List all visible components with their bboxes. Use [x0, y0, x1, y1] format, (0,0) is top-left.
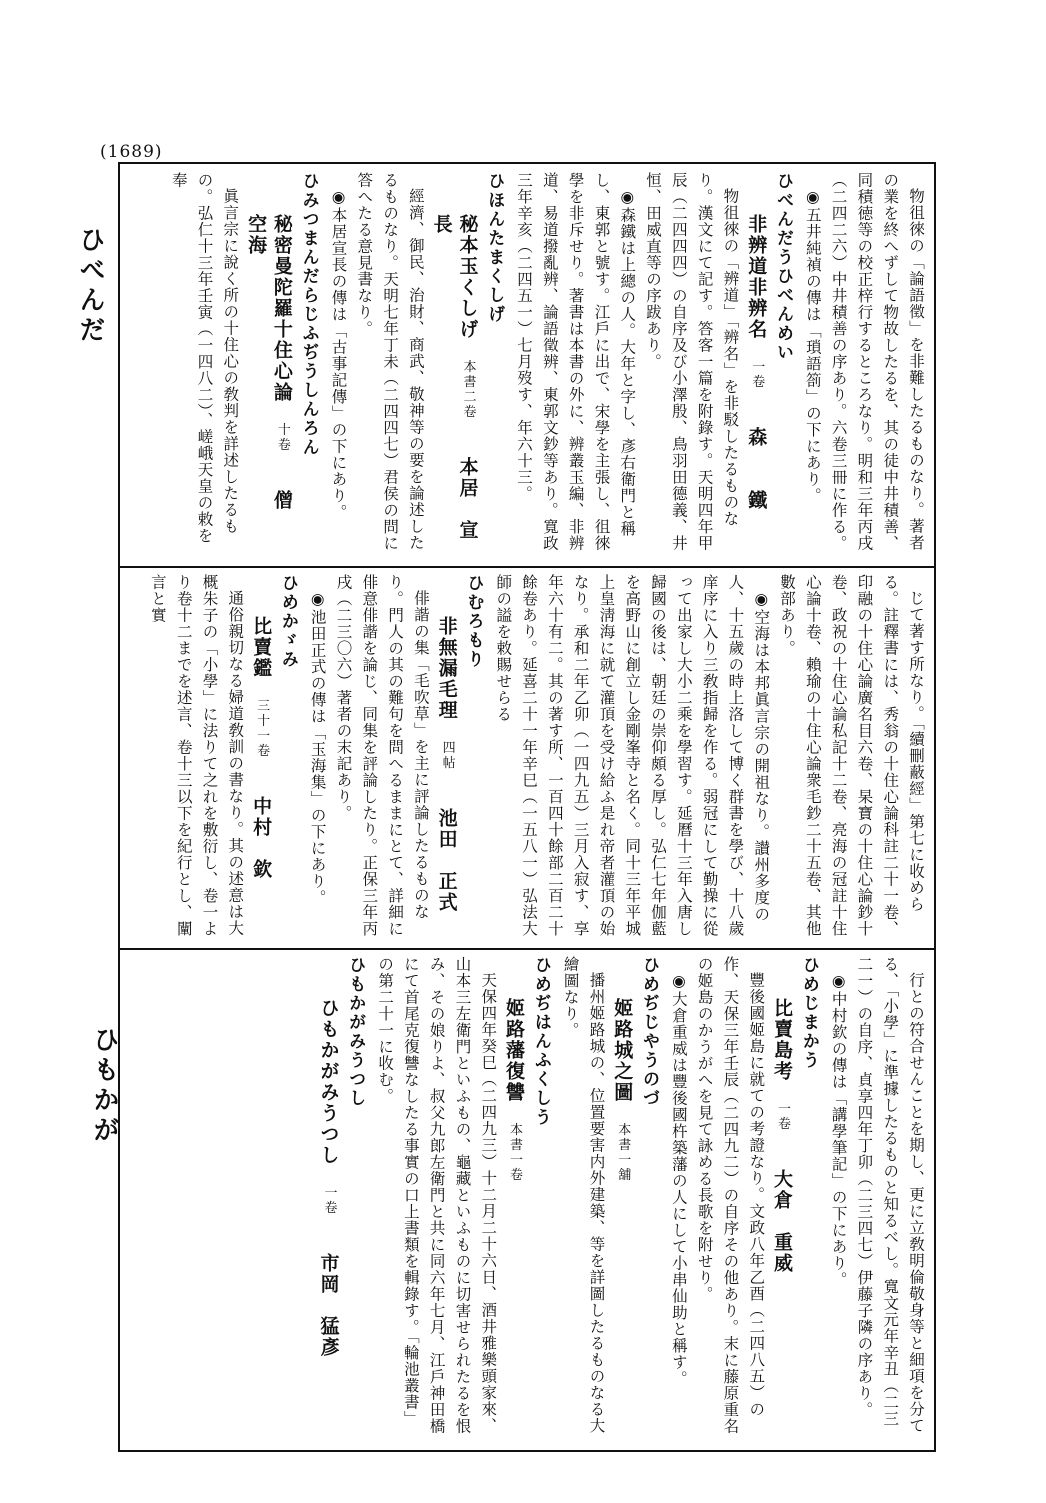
- dictionary-entry: [557, 956, 661, 1442]
- entry-author: 池田 正式: [435, 808, 458, 914]
- entry-heading: [315, 956, 342, 1442]
- entry-reading: ひもかがみうつし: [345, 956, 366, 1108]
- margin-label-lower: ひもかが: [89, 1026, 119, 1146]
- entry-heading: [428, 172, 481, 558]
- entry-note: ◉本居宣長の傳は「古事記傳」の下にあり。: [329, 187, 348, 520]
- entry-description: じて著す所なり。「續刪蔽經」第七に收めらる。註釋書には、秀翁の十住心論科註二十一卷、印融の十住心論廣名目六卷、杲寶の十住心論鈔十卷、政祝の十住心論私記十二卷、亮海の冠註十住心論十卷、賴瑜の十住心論衆毛鈔二十五卷、其他數部あり。: [778, 574, 925, 937]
- tier-column: [126, 172, 928, 558]
- entry-heading: [247, 574, 274, 940]
- entry-title: 姬路藩復讐: [503, 997, 526, 1103]
- entry-title: 姬路城之圖: [611, 997, 634, 1103]
- entry-author: 市岡 猛彥: [317, 1253, 340, 1359]
- entry-continuation: [489, 574, 928, 940]
- entry-description: 播州姬路城の、位置要害内外建築、等を詳圖したるものなる大繪圖なり。: [561, 956, 606, 1434]
- entry-note: ◉池田正式の傳は「玉海集」の下にあり。: [308, 589, 327, 906]
- entry-description: 行との符合せんことを期し、更に立敎明倫敬身等と細項を分てる、「小學」に準據したるものと知るべし。寬文元年辛丑（二三二一）の自序、貞享四年丁卯（二三四七）伊藤子隣の序あり。: [855, 956, 925, 1434]
- entry-title: 非辨道非辨名: [745, 213, 768, 340]
- dictionary-entry: [665, 956, 821, 1442]
- entry-volumes: 本書一卷: [507, 1122, 523, 1183]
- dictionary-entry: [315, 956, 368, 1442]
- entry-description: 通俗親切なる婦道敎訓の書なり。其の述意は大概朱子の「小學」に法りて之れを敷衍し、卷一より卷十二までを述言、卷十三以下を紀行とし、闡言と實: [148, 574, 245, 937]
- entry-note: ◉森鐵は上總の人。大年と字し、彥右衛門と稱し、東郭と號す。江戶に出で、宋學を主張し、徂徠學を非斥せり。著書は本書の外に、辨叢玉編、非辨道、易道撥亂辨、論語徵辨、東郭文鈔等あり。寬政三年辛亥（二四五一）七月歿す、年六十三。: [515, 172, 637, 552]
- entry-reading: ひみつまんだらじふぢうしんろん: [298, 172, 319, 457]
- entry-reading: ひべんだうひべんめい: [773, 172, 794, 362]
- entry-note: ◉大倉重威は豐後國杵築藩の人にして小串仙助と稱す。: [669, 971, 688, 1387]
- entry-description: 天保四年癸巳（二四九三）十二月二十六日、酒井雅樂頭家來、山本三左衛門といふもの、龜藏といふものに切害せられたるを恨み、その娘りよ、叔父九郎左衛門と共に同六年七月、江戶神田橋にて首尾克復讐なしたる事實の口上書類を輯錄す。「輪池叢書」の第二十一に收む。: [376, 956, 498, 1435]
- dictionary-entry: [325, 172, 507, 558]
- dictionary-entry: [144, 574, 300, 940]
- margin-label-upper: ひべんだ: [75, 226, 105, 346]
- entry-title: 比賣島考: [771, 997, 794, 1082]
- entry-title: 秘密曼陀羅十住心論: [270, 213, 293, 403]
- tier-upper: [120, 164, 934, 568]
- entry-note: ◉中村欽の傳は「講學筆記」の下にあり。: [829, 971, 848, 1288]
- tier-column: [126, 574, 928, 940]
- entry-note: ◉空海は本邦眞言宗の開祖なり。讃州多度の人、十五歲の時上洛して博く群書を學び、十八歲庠序に入り三敎指歸を作る。弱冠にして勤操に從って出家し大小二乘を學習す。延曆十三年入唐し歸國の後は、朝廷の崇仰頗る厚し。弘仁七年伽藍を高野山に創立し金剛峯寺と名く。同十三年平城上皇淸海に就て灌頂を受け給ふ是れ帝者灌頂の始なり。承和二年乙卯（一四九五）三月入寂す、享年六十有二。其の著す所、一百四十餘部二百二十餘卷あり。延喜二十一年辛巳（一五八一）弘法大師の謚を敕賜せらる: [494, 574, 771, 937]
- page-number: (1689): [100, 142, 163, 162]
- entry-reading: ひめぢはんふくしう: [530, 956, 551, 1127]
- entry-author: 中村 欽: [250, 796, 273, 881]
- entry-description: 俳諧の集「毛吹草」を主に評論したるものなり。門人の其の難句を問へるままにとて、詳細に俳意俳諧を論じ、同集を評論したり。正保三年丙戌（二三〇六）著者の末記あり。: [334, 574, 430, 937]
- entry-volumes: 本書一舖: [615, 1122, 631, 1183]
- entry-title: 比賣鑑: [250, 615, 273, 679]
- entry-author: 森 鐵: [745, 427, 768, 512]
- entry-author: 僧 空海: [245, 213, 293, 554]
- entry-reading: ひほんたまくしげ: [484, 172, 505, 324]
- entry-heading: [608, 956, 635, 1442]
- entry-heading: [242, 172, 295, 558]
- tier-column: [126, 956, 928, 1442]
- entry-heading: [768, 956, 795, 1442]
- tier-middle: [120, 566, 934, 950]
- entry-continuation: [825, 956, 928, 1442]
- entry-description: 眞言宗に說く所の十住心の敎判を詳述したるもの。弘仁十三年壬寅（一四八二）、嵯峨天皇の敕を奉: [169, 172, 240, 544]
- entry-volumes: 四帖: [439, 740, 455, 771]
- dictionary-entry: [304, 574, 486, 940]
- entry-heading: [500, 956, 527, 1442]
- entry-description: 物徂徠の「論語徵」を非難したるものなり。著者の業を終へずして物故したるを、其の徒中井積善、同積徳等の校正梓行するところなり。明和三年丙戌（二四二六）中井積善の序あり。六卷三冊に作る。: [829, 172, 925, 552]
- entry-title: 秘本玉くしげ: [456, 213, 479, 340]
- dictionary-entry: [510, 172, 795, 558]
- entry-description: 物徂徠の「辨道」「辨名」を非駁したるものなり。漢文にて記す。答客一篇を附錄す。天明四年甲辰（二四四四）の自序及び小澤殷、鳥羽田德義、井恒、田威直等の序跋あり。: [644, 172, 740, 552]
- entry-reading: ひむろもり: [463, 574, 484, 669]
- entry-note: ◉五井純禎の傳は「瑣語箚」の下にあり。: [803, 187, 822, 504]
- entry-heading: [433, 574, 460, 940]
- entry-volumes: 三十一卷: [254, 698, 270, 759]
- entry-volumes: 本書二卷: [460, 359, 476, 420]
- entry-volumes: 一卷: [749, 359, 765, 390]
- entry-volumes: 一卷: [775, 1101, 791, 1132]
- tier-lower: [120, 948, 934, 1450]
- entry-heading: [742, 172, 769, 558]
- entry-title: 非無漏毛理: [435, 615, 458, 721]
- entry-volumes: 一卷: [321, 1185, 337, 1216]
- dictionary-entry: [165, 172, 321, 558]
- dictionary-entry: [371, 956, 553, 1442]
- entry-continuation: [799, 172, 928, 558]
- entry-description: 經濟、御民、治財、商武、敬神等の要を論述したるものなり。天明七年丁未（二四四七）君侯の問に答へたる意見書なり。: [355, 172, 425, 552]
- entry-reading: ひめじまかう: [798, 956, 819, 1070]
- entry-reading: ひめかゞみ: [277, 574, 298, 669]
- entry-volumes: 十卷: [274, 422, 290, 453]
- entry-author: 大倉 重威: [771, 1169, 794, 1275]
- entry-title: ひもかがみうつし: [317, 997, 340, 1166]
- entry-author: 本居 宣長: [430, 213, 479, 542]
- entry-reading: ひめぢじやうのづ: [639, 956, 660, 1108]
- page-frame: [118, 162, 936, 1452]
- entry-description: 豐後國姬島に就ての考證なり。文政八年乙酉（二四八五）の作、天保三年壬辰（二四九二）の自序その他あり。末に藤原重名の姬島のかうがへを見て詠める長歌を附せり。: [695, 956, 766, 1435]
